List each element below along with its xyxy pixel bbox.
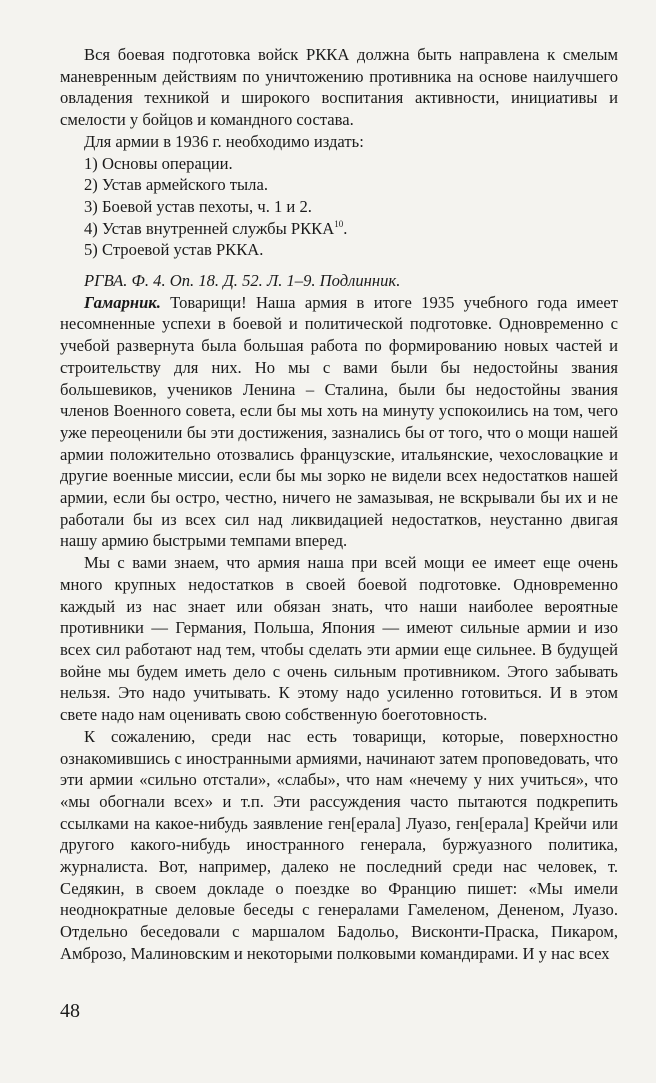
list-item: 3) Боевой устав пехоты, ч. 1 и 2. [84,196,312,216]
paragraph-enemies: Мы с вами знаем, что армия наша при всей мощи ее имеет еще очень много крупных недостатков в своей боевой подготовке. Одновременно каждый из нас знает или обязан знать, что наши наиболее вероятные противники — Германия, Польша, Япония — имеют сильные армии и изо всех сил работают над тем, чтобы сделать эти армии еще сильнее. В будущей войне мы будем иметь дело с очень сильным противником. Этого забывать нельзя. Это надо учитывать. К этому надо усиленно готовиться. И в этом свете надо нам оценивать свою собственную боеготовность. [60,553,618,725]
regulations-list [60,153,618,262]
list-item: 2) Устав армейского тыла. [84,175,268,195]
speaker-name: Гамарник. [84,292,161,312]
footnote-reference: 10 [334,218,344,229]
paragraph-comrades: К сожалению, среди нас есть товарищи, которые, поверхностно ознакомившись с иностранными армиями, начинают затем проповедовать, что эти армии «сильно отстали», «слабы», что нам «нечему у них учиться», что «мы обогнали всех» и т.п. Эти рассуждения часто пытаются подкрепить ссылками на какое-нибудь заявление ген[ерала] Луазо, ген[ерала] Крейчи или другого какого-нибудь иностранного генерала, буржуазного политика, журналиста. Вот, например, далеко не последний среди нас человек, т. Седякин, в своем докладе о поездке во Францию пишет: «Мы имели неоднократные деловые беседы с генералами Гамеленом, Дененом, Луазо. Отдельно беседовали с маршалом Бадольо, Висконти-Праска, Пикаром, Амброзо, Малиновским и некоторыми полковыми командирами. И у нас всех [60,726,618,963]
archive-source: РГВА. Ф. 4. Оп. 18. Д. 52. Л. 1–9. Подлинник. [84,271,401,291]
paragraph-publish-intro: Для армии в 1936 г. необходимо издать: [84,131,364,151]
list-item-text: 4) Устав внутренней службы РККА [84,218,335,238]
list-item: 5) Строевой устав РККА. [84,240,264,260]
page-number: 48 [60,1000,80,1022]
paragraph-training: Вся боевая подготовка войск РККА должна быть направлена к смелым маневренным действиям по уничтожению противника на основе наилучшего овладения техникой и широкого воспитания активности, инициативы и смелости у бойцов и командного состава. [60,45,618,130]
list-item: 1) Основы операции. [84,153,233,173]
paragraph-gamarnik [60,292,618,552]
speech-text: Товарищи! Наша армия в итоге 1935 учебного года имеет несомненные успехи в боевой и политической подготовке. Одновременно с учебой развернута была большая работа по формированию новых частей и строительству для них. Но мы с вами были бы недостойны звания большевиков, учеников Ленина – Сталина, были бы недостойны звания членов Военного совета, если бы мы хоть на минуту успокоились на том, чего уже переоценили бы эти достижения, зазнались бы от того, что о мощи нашей армии положительно отозвались французские, итальянские, чехословацкие и другие военные миссии, если бы мы зорко не видели всех недостатков нашей армии, если бы остро, честно, ничего не замазывая, не вскрывали бы их и не работали бы из всех сил над ликвидацией недостатков, неустанно двигая нашу армию быстрыми темпами вперед. [60,292,618,551]
page-text [60,44,618,965]
list-item: 4) Устав внутренней службы РККА$^{10}$. [84,218,348,238]
